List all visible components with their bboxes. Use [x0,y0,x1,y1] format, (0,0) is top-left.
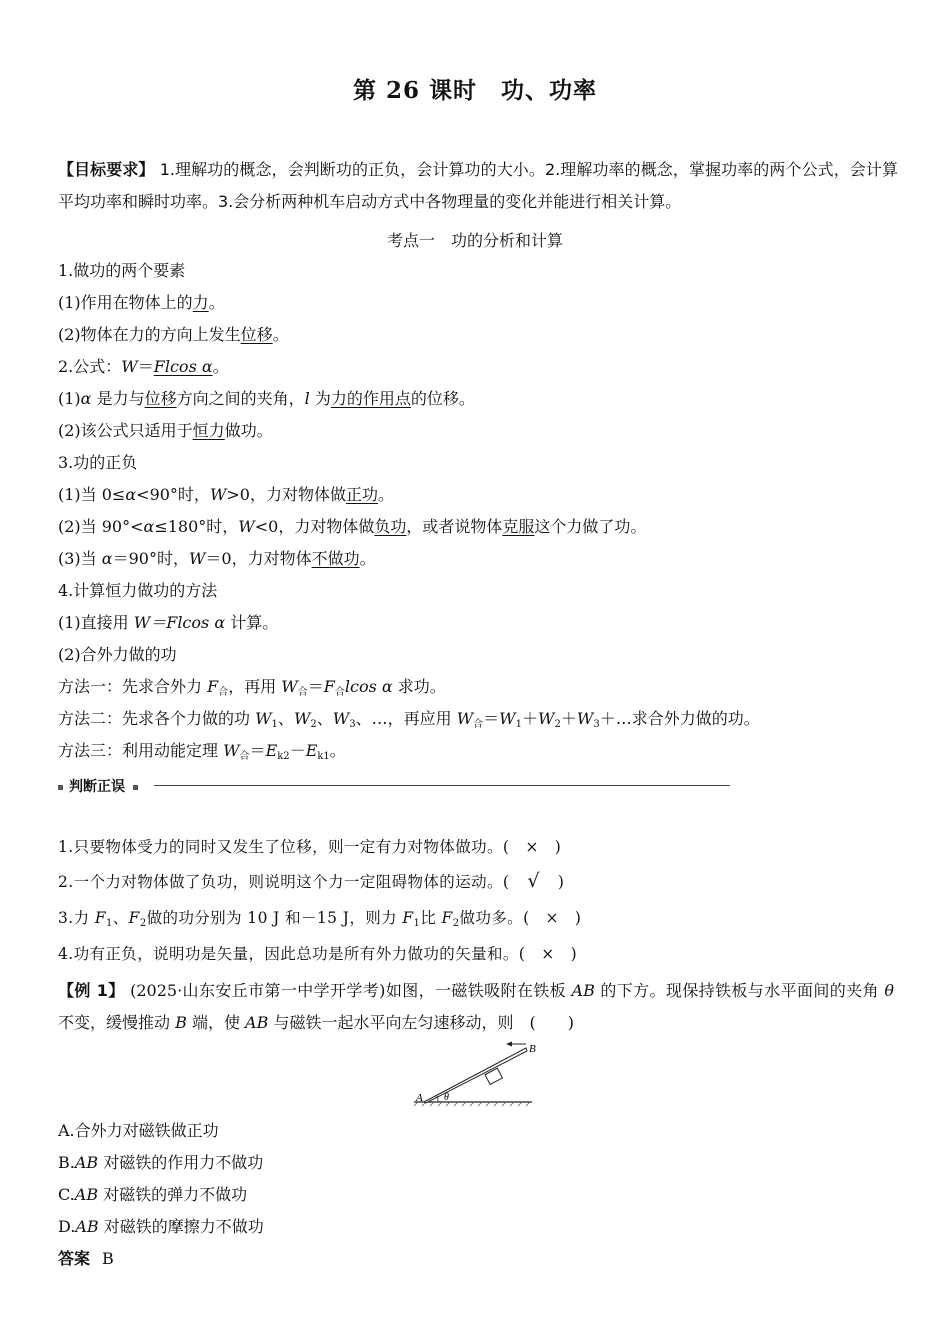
s1-line2: (2)物体在力的方向上发生位移。 [58,325,289,344]
goals-text: 1.理解功的概念，会判断功的正负，会计算功的大小。2.理解功率的概念，掌握功率的两个公式，会计算平均功率和瞬时功率。3.会分析两种机车启动方式中各物理量的变化并能进行相关计算。 [58,160,898,211]
label-a: A [416,1092,423,1104]
iron-plate [424,1048,527,1103]
section-heading: 考点一 功的分析和计算 [386,231,563,250]
option-a: A.合外力对磁铁做正功 [58,1121,219,1140]
s4-method1: 方法一：先求合外力 $F_合$，再用 $W_合=F_合lcos$ α 求功。 [58,677,446,698]
label-theta: θ [444,1092,449,1103]
incline-figure [408,1038,538,1108]
s3-line2: (2)当 90°<α≤180°时，W<0，力对物体做负功，或者说物体克服这个力做了功。 [58,517,647,536]
square-bullet-icon [58,785,63,790]
s2-line2: (2)该公式只适用于恒力做功。 [58,421,273,440]
label-b: B [529,1043,536,1055]
page-title: 第 26 课时 功、功率 [352,77,598,104]
heading-rule [154,785,730,786]
judge-item-1: 1.只要物体受力的同时又发生了位移，则一定有力对物体做功。( × ) [58,838,562,856]
learning-goals [58,154,898,218]
s4-line1: (1)直接用 W＝Flcos α 计算。 [58,613,279,632]
answer: 答案 B [58,1249,114,1268]
s3-line1: (1)当 0≤α<90°时，W>0，力对物体做正功。 [58,485,395,504]
judge-item-3: 3.力 $F_1$、$F_2$做的功分别为 10 J 和－15 J，则力 $F_1$比 $F_2$做功多。( × ) [58,909,582,929]
s1-head: 1.做功的两个要素 [58,261,186,280]
s4-method2: 方法二：先求各个力做的功 $W_1$、$W_2$、$W_3$、…，再应用 $W_合=W_1+W_2+W_3+\dots$求合外力做的功。 [58,709,760,730]
judge-item-4: 4.功有正负，说明功是矢量，因此总功是所有外力做功的矢量和。( × ) [58,945,578,963]
s4-method3: 方法三：利用动能定理 $W_合=E_{k2}-E_{k1}$。 [58,741,346,762]
s4-head: 4.计算恒力做功的方法 [58,581,218,600]
s2-formula: 2.公式：W＝Flcos α。 [58,357,229,376]
example-question: 【例 1】 (2025·山东安丘市第一中学开学考)如图，一磁铁吸附在铁板 AB 的下方。现保持铁板与水平面间的夹角 θ 不变，缓慢推动 B 端，使 AB 与磁铁一起水平向左匀速移动，则 ( ) [58,981,894,1032]
option-c: C.AB 对磁铁的弹力不做功 [58,1185,248,1204]
s4-line2: (2)合外力做的功 [58,645,177,664]
s1-line1: (1)作用在物体上的力。 [58,293,225,312]
goals-tag: 【目标要求】 [58,160,155,179]
arrow-head-icon [506,1042,512,1047]
s3-head: 3.功的正负 [58,453,138,472]
s3-line3: (3)当 α＝90°时，W＝0，力对物体不做功。 [58,549,376,568]
square-bullet-icon [133,785,138,790]
judge-heading: 判断正误 [58,776,730,796]
judge-item-2: 2.一个力对物体做了负功，则说明这个力一定阻碍物体的运动。( √ ) [58,870,565,892]
option-d: D.AB 对磁铁的摩擦力不做功 [58,1217,264,1236]
option-b: B.AB 对磁铁的作用力不做功 [58,1153,264,1172]
s2-line1: (1)α 是力与位移方向之间的夹角，l 为力的作用点的位移。 [58,389,475,408]
